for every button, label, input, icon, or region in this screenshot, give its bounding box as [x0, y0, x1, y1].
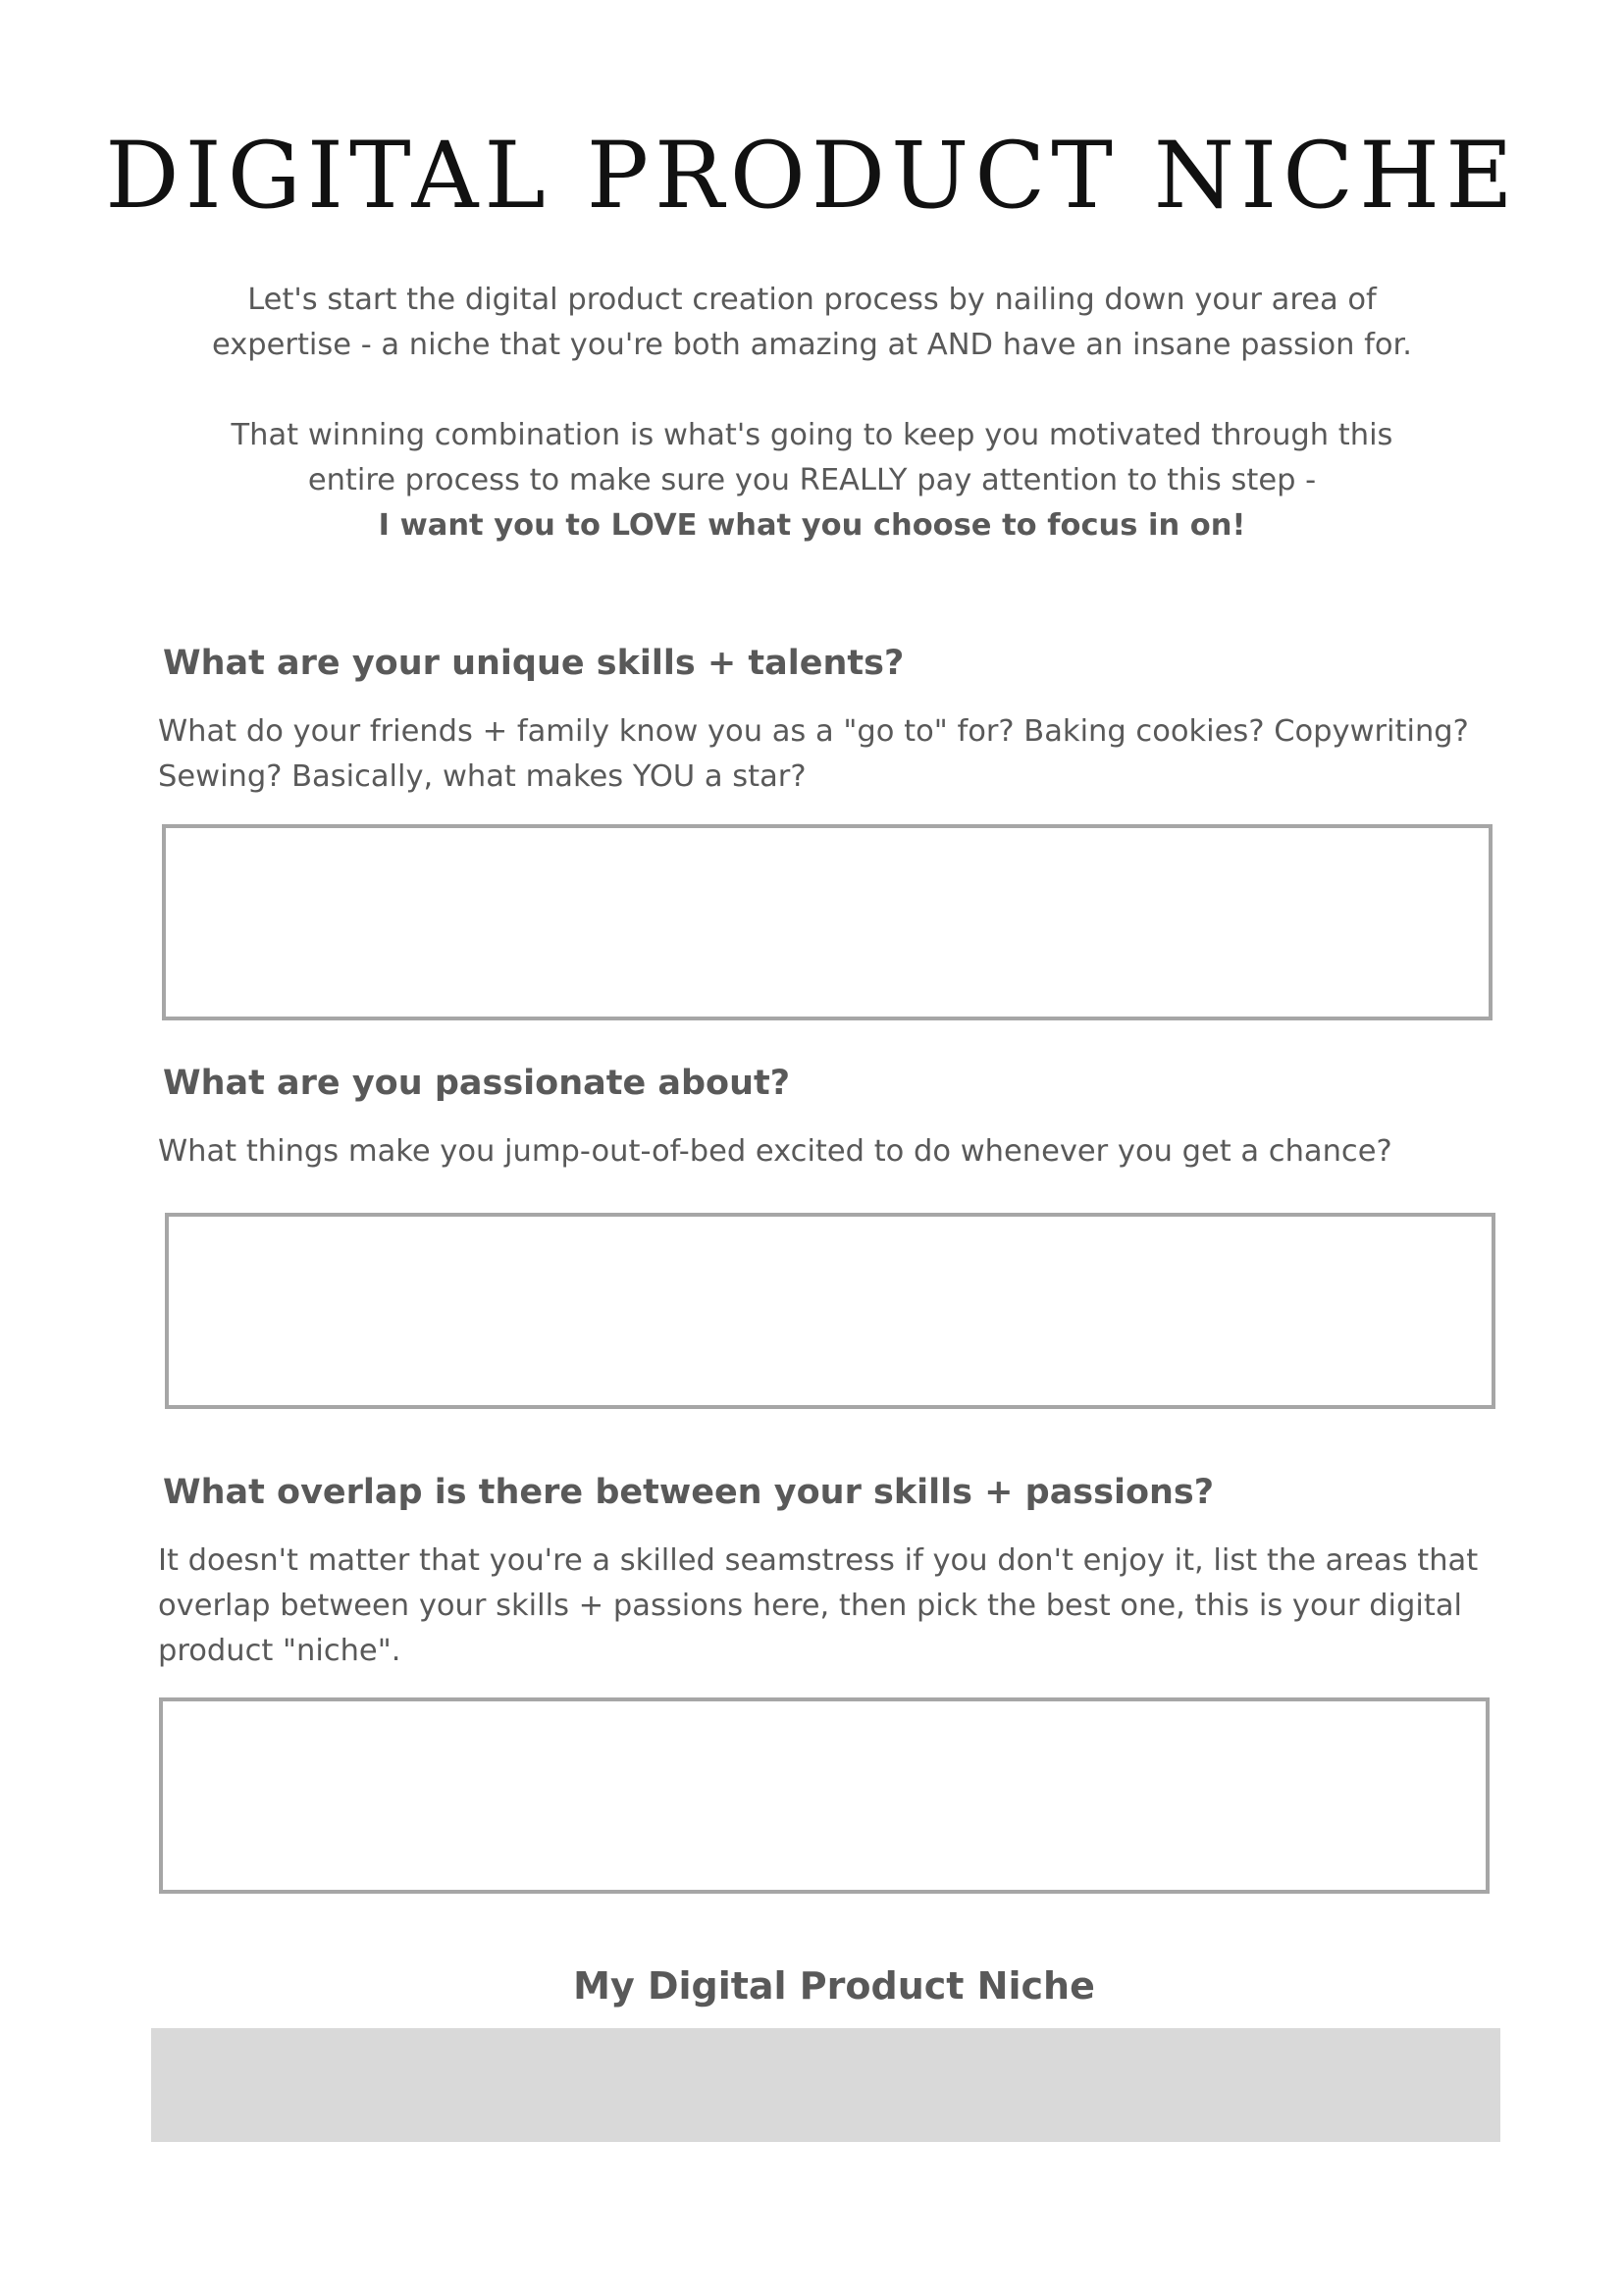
question-skills-description: What do your friends + family know you as a "go to" for? Baking cookies? Copywriting? Sewing? Basically, what makes YOU a star?: [158, 714, 1469, 794]
question-passions-description: What things make you jump-out-of-bed excited to do whenever you get a chance?: [158, 1134, 1392, 1169]
overlap-answer-box[interactable]: [159, 1697, 1490, 1894]
question-overlap-title: What overlap is there between your skills + passions?: [163, 1473, 1215, 1512]
intro-text: [98, 278, 1526, 548]
intro-line: Let's start the digital product creation process by nailing down your area of: [247, 283, 1377, 317]
intro-emphasis: I want you to LOVE what you choose to focus in on!: [378, 508, 1246, 543]
intro-line: That winning combination is what's going to keep you motivated through this: [231, 418, 1393, 452]
page-title: DIGITAL PRODUCT NICHE: [105, 123, 1519, 230]
passions-answer-box[interactable]: [165, 1213, 1495, 1409]
question-overlap-description: It doesn't matter that you're a skilled seamstress if you don't enjoy it, list the areas that overlap between your skills + passions here, then pick the best one, this is your digital product "niche".: [158, 1543, 1479, 1668]
skills-answer-box[interactable]: [162, 824, 1493, 1020]
intro-line: entire process to make sure you REALLY pay attention to this step -: [307, 463, 1317, 497]
niche-answer-box[interactable]: [151, 2028, 1500, 2142]
question-skills-title: What are your unique skills + talents?: [163, 644, 905, 683]
niche-title: My Digital Product Niche: [573, 1964, 1095, 2008]
intro-line: expertise - a niche that you're both amazing at AND have an insane passion for.: [212, 328, 1412, 362]
question-passions-title: What are you passionate about?: [163, 1064, 791, 1103]
